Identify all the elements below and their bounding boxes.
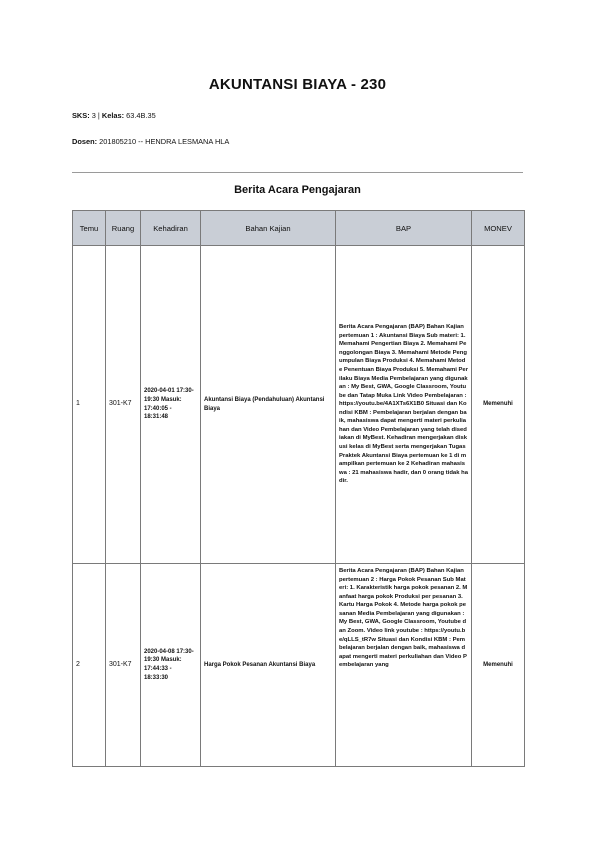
bap-cell: Berita Acara Pengajaran (BAP) Bahan Kajian pertemuan 2 : Harga Pokok Pesanan Sub Materi: 1. Karakteristik harga pokok pesanan 2. Manfaat harga pokok Produksi per pesanan 3. Kartu Harga Pokok 4. Metode harga pokok pesanan Media Pembelajaran yang digunakan : My Best, GWA, Google Classroom, Youtube dan Zoom. Video link youtube : https://youtu.be/qLLS_tR7w Situasi dan Kondisi KBM : Pembelajaran berjalan dengan baik, mahasiswa dapat mengerti materi perkuliahan dan Video Pembelajaran yang: [339, 568, 468, 669]
column-header-bahan-kajian: Bahan Kajian: [201, 211, 336, 246]
meta-separator: |: [97, 111, 100, 120]
bahan-kajian-cell: Akuntansi Biaya (Pendahuluan) Akuntansi Biaya: [201, 246, 336, 564]
monev-cell: Memenuhi: [472, 564, 525, 767]
sks-label: SKS:: [72, 111, 90, 120]
column-header-temu: Temu: [73, 211, 106, 246]
bap-cell-container: [336, 564, 472, 767]
ruang-cell: 301-K7: [106, 564, 141, 767]
kelas-label: Kelas:: [101, 111, 125, 120]
bap-cell: Berita Acara Pengajaran (BAP) Bahan Kajian pertemuan 1 : Akuntansi Biaya Sub materi: 1. Memahami Pengertian Biaya 2. Memahami Penggolongan Biaya 3. Memahami Metode Pengumpulan Biaya Produksi 4. Memahami Metode Penentuan Biaya Produksi 5. Memahami Perilaku Biaya Media Pembelajaran yang digunakan : My Best, GWA, Google Classroom, Youtube dan Tatap Muka Link Video Pembelajaran : https://youtu.be/4A1XTs6X1B0 Situasi dan Kondisi KBM : Pembelajaran berjalan dengan baik, mahasiswa dapat mengerti materi perkuliahan dan Video Pembelajaran yang telah disediakan di MyBest. Kehadiran mengerjakan diskusi kelas di MyBest serta mengerjakan Tugas Praktek Akuntansi Biaya pertemuan ke 1 di mampilkan pertemuan ke 2 Kehadiran mahasiswa : 21 mahasiswa hadir, dan 0 orang tidak hadir.: [336, 246, 472, 564]
dosen-value: 201805210 -- HENDRA LESMANA HLA: [99, 137, 230, 146]
divider: [72, 172, 523, 173]
course-meta-line: [72, 111, 156, 120]
lecturer-line: [72, 137, 229, 146]
column-header-bap: BAP: [336, 211, 472, 246]
bap-table: [72, 210, 525, 767]
monev-cell: Memenuhi: [472, 246, 525, 564]
column-header-kehadiran: Kehadiran: [141, 211, 201, 246]
temu-cell: 1: [73, 246, 106, 564]
table-row: [73, 564, 525, 767]
column-header-monev: MONEV: [472, 211, 525, 246]
bahan-kajian-cell: Harga Pokok Pesanan Akuntansi Biaya: [201, 564, 336, 767]
dosen-label: Dosen:: [72, 137, 98, 146]
page-title: AKUNTANSI BIAYA - 230: [208, 76, 387, 93]
section-title: Berita Acara Pengajaran: [234, 184, 361, 196]
column-header-ruang: Ruang: [106, 211, 141, 246]
kelas-value: 63.4B.35: [126, 111, 156, 120]
table-header-row: [73, 211, 525, 246]
kehadiran-cell: 2020-04-08 17:30-19:30 Masuk: 17:44:33 - 18:33:30: [141, 564, 201, 767]
ruang-cell: 301-K7: [106, 246, 141, 564]
table-row: [73, 246, 525, 564]
kehadiran-cell: 2020-04-01 17:30-19:30 Masuk: 17:40:05 - 18:31:48: [141, 246, 201, 564]
temu-cell: 2: [73, 564, 106, 767]
sks-value: 3: [91, 111, 96, 120]
